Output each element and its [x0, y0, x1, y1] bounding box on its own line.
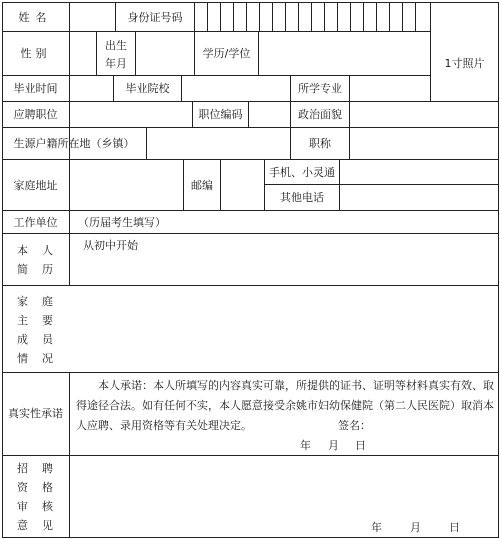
major-field[interactable] [350, 76, 430, 101]
commitment-date-year: 年 [300, 439, 311, 452]
gender-field[interactable] [70, 32, 96, 75]
id-number-field[interactable] [195, 3, 430, 31]
position-code-label: 职位编码 [198, 108, 243, 121]
table-border-bottom [2, 537, 499, 538]
other-phone-field[interactable] [340, 185, 498, 210]
work-unit-label: 工作单位 [13, 216, 58, 229]
work-unit-field[interactable] [70, 211, 498, 233]
domicile-label: 生源户籍所在地（乡镇） [13, 137, 135, 150]
graduation-school-label: 毕业院校 [125, 82, 170, 95]
title-field[interactable] [350, 128, 498, 159]
signature-label: 签名： [338, 419, 371, 432]
id-number-label: 身份证号码 [127, 11, 183, 24]
commitment-date-month: 月 [328, 439, 339, 452]
birth-date-label-line1: 出生 [105, 39, 127, 52]
mobile-field[interactable] [340, 160, 498, 184]
home-address-label: 家庭地址 [13, 179, 58, 192]
political-status-label: 政治面貌 [298, 108, 342, 121]
signature-field[interactable] [372, 415, 492, 433]
education-degree-field[interactable] [259, 32, 430, 75]
commitment-text: 本人承诺：本人所填写的内容真实可靠，所提供的证书、证明等材料真实有效、取得途径合法。如有任何不实，本人愿意接受余姚市妇幼保健院（第二人民医院）取消本人应聘、录用资格等有关处理决定。 [76, 379, 494, 432]
title-label: 职称 [309, 137, 331, 150]
name-field[interactable] [70, 3, 115, 31]
graduation-school-field[interactable] [182, 76, 290, 101]
graduation-time-field[interactable] [70, 76, 113, 101]
education-degree-label: 学历/学位 [202, 47, 251, 60]
work-unit-note: （历届考生填写） [78, 216, 166, 229]
other-phone-label: 其他电话 [280, 191, 324, 204]
applied-position-label: 应聘职位 [13, 108, 58, 121]
review-date-day: 日 [449, 521, 460, 534]
commitment-label: 真实性承诺 [8, 407, 63, 420]
name-label: 姓名 [18, 11, 53, 24]
applied-position-field[interactable] [70, 102, 192, 127]
family-label: 家 庭 主 要 成 员 情 况 [17, 295, 53, 365]
birth-date-field[interactable] [136, 32, 194, 75]
mobile-label: 手机、小灵通 [269, 166, 335, 179]
resume-field[interactable] [70, 234, 498, 285]
family-field[interactable] [70, 286, 498, 372]
graduation-time-label: 毕业时间 [13, 82, 58, 95]
political-status-field[interactable] [350, 102, 498, 127]
commitment-date-day: 日 [355, 439, 366, 452]
domicile-field[interactable] [147, 128, 290, 159]
resume-note: 从初中开始 [83, 239, 138, 252]
table-border-right [498, 2, 499, 537]
resume-label: 本 人 简 历 [17, 244, 53, 276]
position-code-field[interactable] [249, 102, 290, 127]
review-date-month: 月 [410, 521, 421, 534]
review-field[interactable] [70, 456, 498, 537]
review-date-year: 年 [371, 521, 382, 534]
postcode-label: 邮编 [191, 179, 213, 192]
row-divider [2, 372, 499, 373]
review-label: 招 聘 资 格 审 核 意 见 [17, 462, 53, 532]
photo-upload-area[interactable] [431, 3, 498, 101]
photo-placeholder-label: 1寸照片 [444, 57, 485, 70]
birth-date-label-line2: 年月 [105, 57, 127, 70]
home-address-field[interactable] [70, 160, 183, 210]
gender-label: 性别 [20, 47, 51, 60]
major-label: 所学专业 [298, 82, 342, 95]
postcode-field[interactable] [221, 160, 264, 210]
